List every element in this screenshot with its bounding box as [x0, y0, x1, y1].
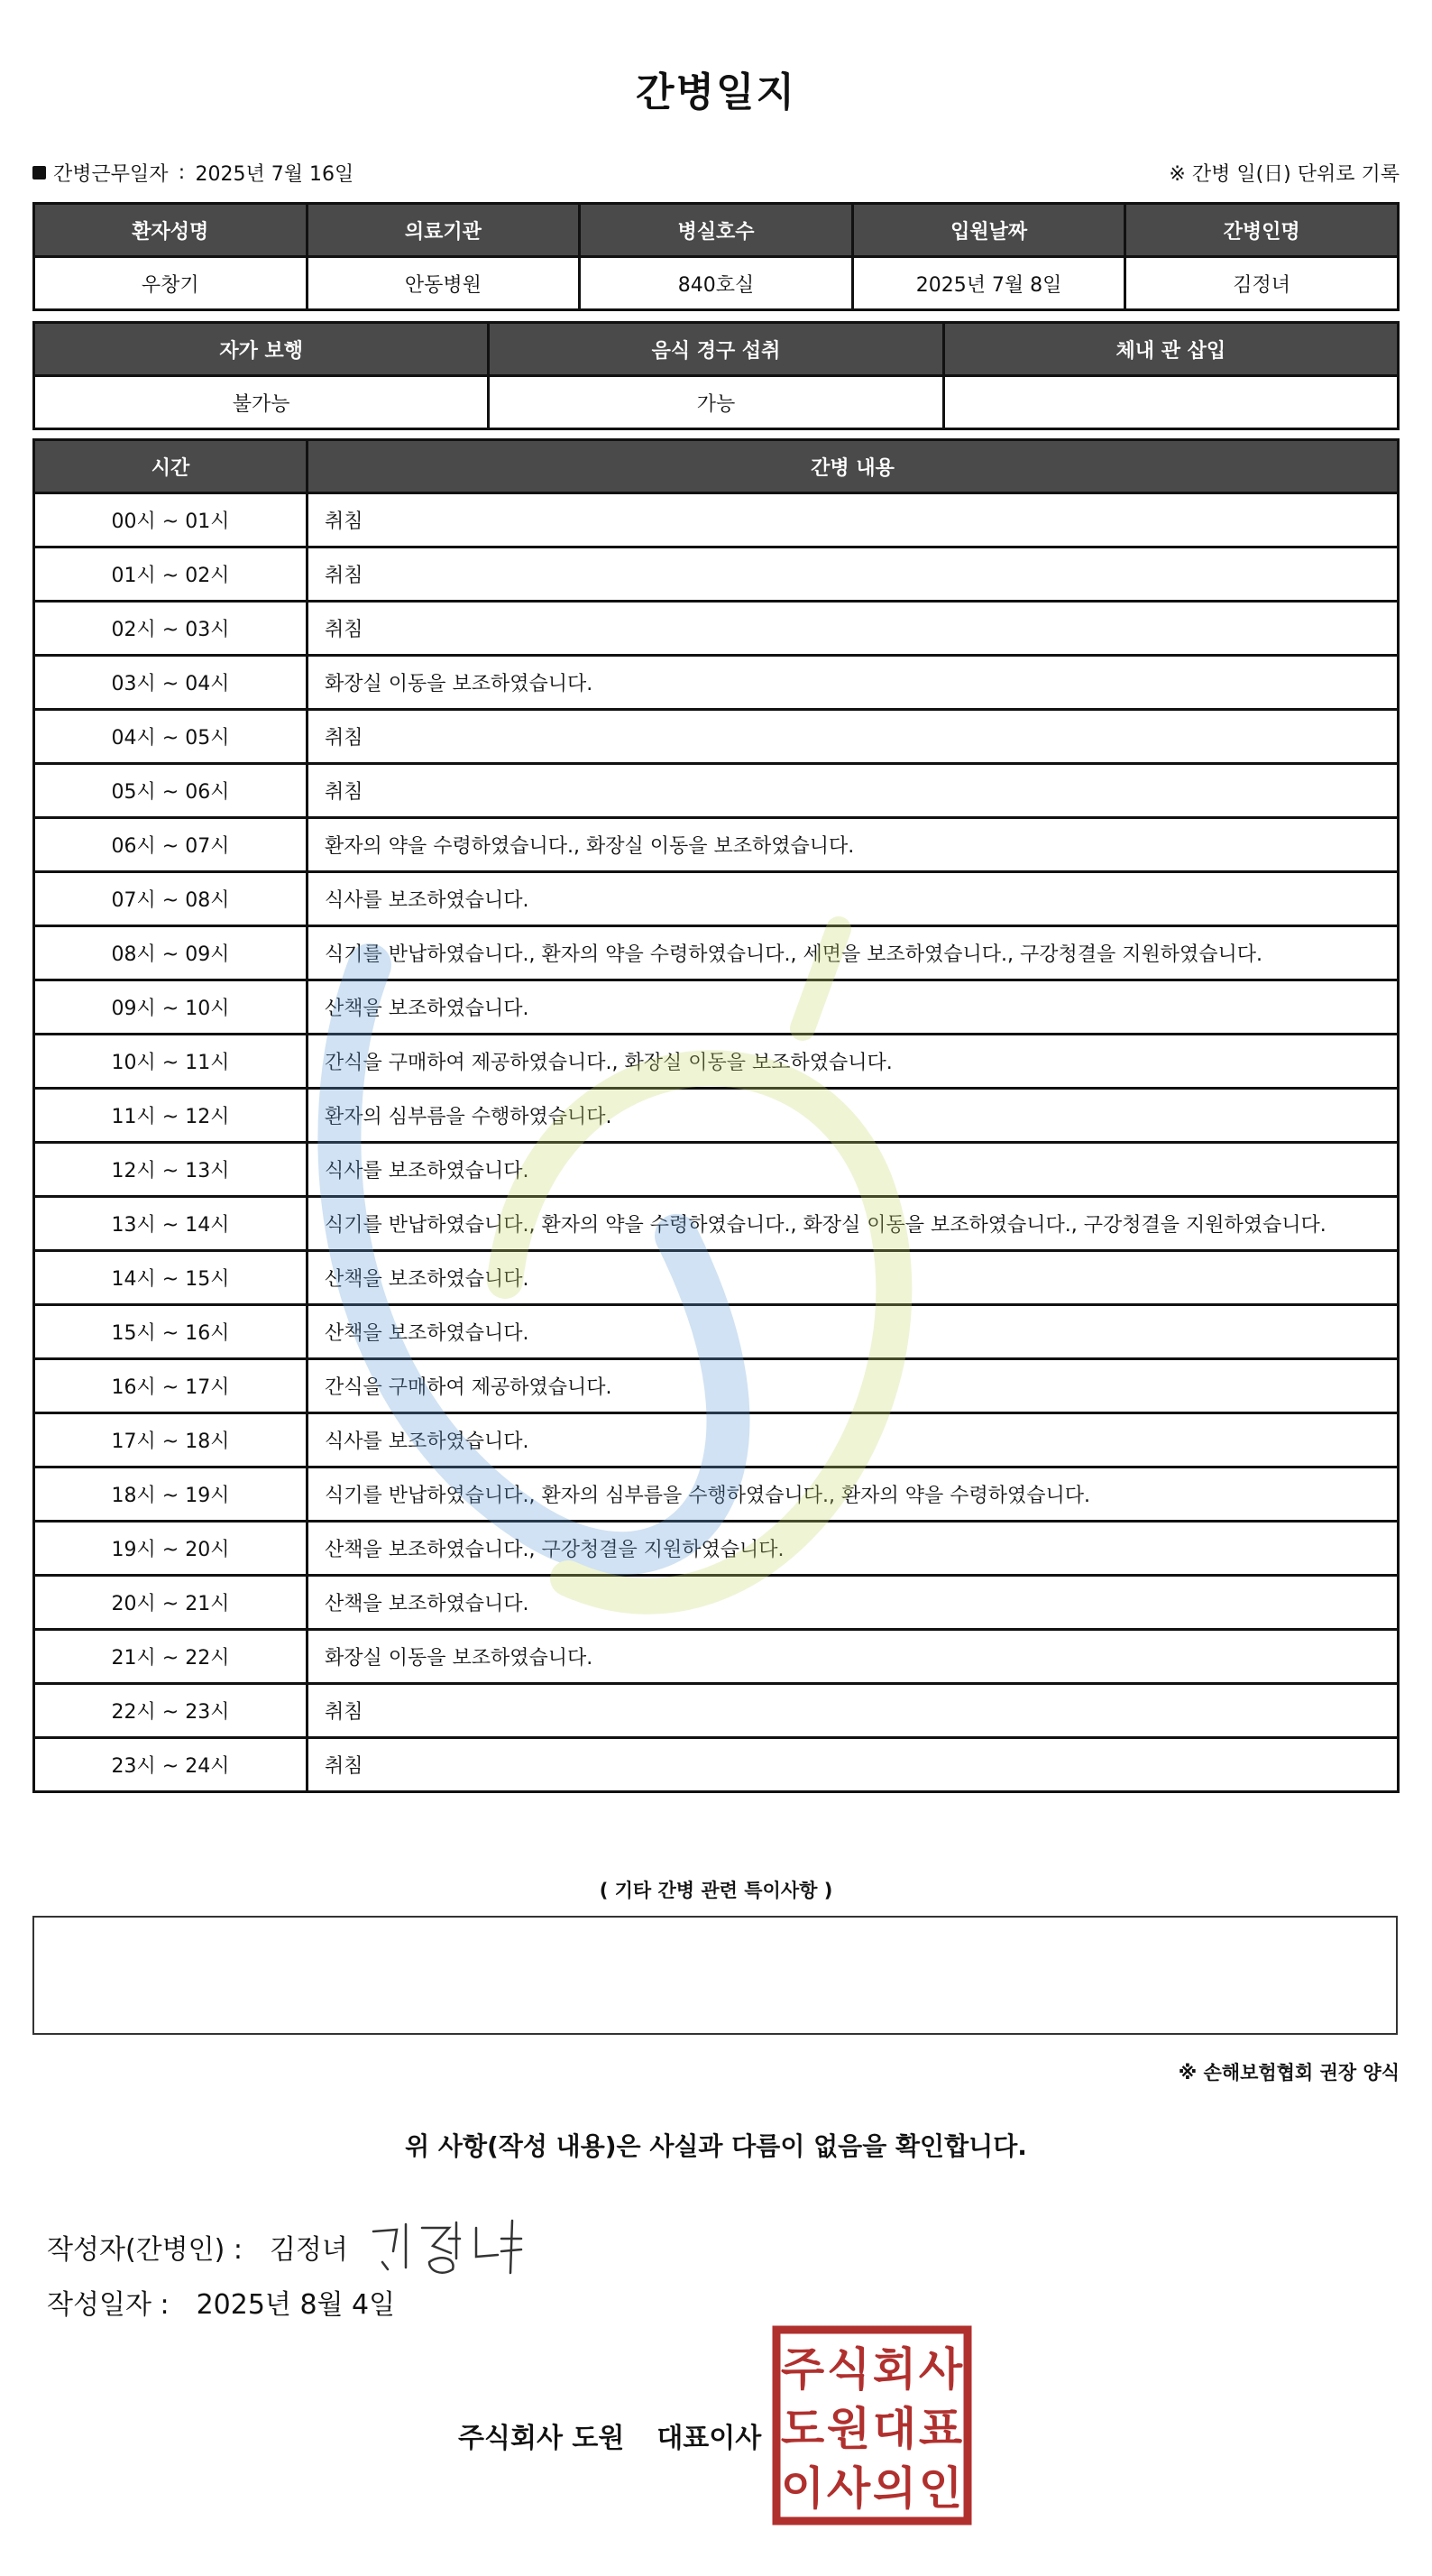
- self-walking-value: 불가능: [34, 376, 489, 429]
- table-row: [34, 1413, 1399, 1467]
- care-content: 취침: [308, 764, 1399, 818]
- time-slot: 22시 ~ 23시: [34, 1684, 308, 1738]
- header-oral-intake: 음식 경구 섭취: [489, 323, 943, 376]
- header-tube-insertion: 체내 관 삽입: [943, 323, 1398, 376]
- table-row: [34, 1576, 1399, 1630]
- care-content: 식사를 보조하였습니다.: [308, 872, 1399, 926]
- seal-character: 회: [872, 2343, 917, 2396]
- special-notes-title: ( 기타 간병 관련 특이사항 ): [599, 1880, 833, 1901]
- time-slot: 10시 ~ 11시: [34, 1035, 308, 1089]
- hospital-name: 안동병원: [307, 257, 580, 310]
- header-admission-date: 입원날짜: [852, 204, 1125, 257]
- time-slot: 00시 ~ 01시: [34, 493, 308, 547]
- care-content: 취침: [308, 602, 1399, 656]
- time-slot: 15시 ~ 16시: [34, 1305, 308, 1359]
- time-slot: 11시 ~ 12시: [34, 1089, 308, 1143]
- table-row: [34, 1630, 1399, 1684]
- care-content: 취침: [308, 1684, 1399, 1738]
- time-slot: 02시 ~ 03시: [34, 602, 308, 656]
- table-row: [34, 1359, 1399, 1413]
- care-content: 산책을 보조하였습니다., 구강청결을 지원하였습니다.: [308, 1522, 1399, 1576]
- table-row: [34, 1738, 1399, 1792]
- room-number: 840호실: [580, 257, 853, 310]
- caregiver-name: 김정녀: [1125, 257, 1399, 310]
- seal-character: 도: [780, 2403, 825, 2455]
- table-row: [34, 872, 1399, 926]
- work-date-row: [32, 159, 353, 187]
- table-row: [34, 818, 1399, 872]
- writer-label: 작성자(간병인) :: [47, 2234, 243, 2266]
- care-content: 식기를 반납하였습니다., 환자의 약을 수령하였습니다., 화장실 이동을 보조하였습니다., 구강청결을 지원하였습니다.: [308, 1197, 1399, 1251]
- seal-character: 이: [780, 2462, 825, 2515]
- seal-character: 사: [826, 2462, 871, 2515]
- care-content: 식사를 보조하였습니다.: [308, 1143, 1399, 1197]
- header-hospital: 의료기관: [307, 204, 580, 257]
- header-time: 시간: [34, 440, 308, 493]
- table-row: [34, 710, 1399, 764]
- table-row: [34, 1251, 1399, 1305]
- patient-name: 우창기: [34, 257, 308, 310]
- work-date-separator: :: [178, 161, 186, 184]
- table-row: [34, 1522, 1399, 1576]
- work-date-label: 간병근무일자: [53, 163, 169, 186]
- time-slot: 03시 ~ 04시: [34, 656, 308, 710]
- seal-character: 원: [826, 2403, 871, 2455]
- care-content: 식기를 반납하였습니다., 환자의 약을 수령하였습니다., 세면을 보조하였습니다., 구강청결을 지원하였습니다.: [308, 926, 1399, 980]
- table-row: [34, 764, 1399, 818]
- company-seal-stamp: [772, 2325, 972, 2525]
- work-date-value: 2025년 7월 16일: [195, 163, 354, 186]
- table-row: [34, 980, 1399, 1035]
- care-content: 식사를 보조하였습니다.: [308, 1413, 1399, 1467]
- time-slot: 01시 ~ 02시: [34, 547, 308, 602]
- patient-info-table: [32, 202, 1400, 311]
- time-slot: 08시 ~ 09시: [34, 926, 308, 980]
- record-unit-note: ※ 간병 일(日) 단위로 기록: [1169, 163, 1400, 186]
- table-row: [34, 547, 1399, 602]
- handwritten-signature: [366, 2215, 546, 2278]
- written-date-row: [47, 2282, 395, 2322]
- table-row: [34, 493, 1399, 547]
- header-caregiver: 간병인명: [1125, 204, 1399, 257]
- seal-character: 식: [826, 2343, 871, 2396]
- care-log-table: [32, 438, 1400, 1793]
- header-room: 병실호수: [580, 204, 853, 257]
- special-notes-box: [32, 1916, 1398, 2035]
- seal-character: 대: [872, 2403, 917, 2455]
- oral-intake-value: 가능: [489, 376, 943, 429]
- table-row: [34, 1197, 1399, 1251]
- recommended-form-note: ※ 손해보험협회 권장 양식: [1178, 2062, 1400, 2084]
- care-content: 산책을 보조하였습니다.: [308, 1251, 1399, 1305]
- header-self-walking: 자가 보행: [34, 323, 489, 376]
- table-row: [34, 1143, 1399, 1197]
- seal-character: 의: [872, 2462, 917, 2515]
- header-care-content: 간병 내용: [308, 440, 1399, 493]
- writer-row: [47, 2215, 546, 2278]
- seal-character: 사: [918, 2343, 963, 2396]
- document-title: 간병일지: [635, 69, 796, 115]
- time-slot: 06시 ~ 07시: [34, 818, 308, 872]
- time-slot: 14시 ~ 15시: [34, 1251, 308, 1305]
- care-content: 간식을 구매하여 제공하였습니다.: [308, 1359, 1399, 1413]
- time-slot: 21시 ~ 22시: [34, 1630, 308, 1684]
- time-slot: 05시 ~ 06시: [34, 764, 308, 818]
- care-content: 환자의 심부름을 수행하였습니다.: [308, 1089, 1399, 1143]
- time-slot: 18시 ~ 19시: [34, 1467, 308, 1522]
- time-slot: 23시 ~ 24시: [34, 1738, 308, 1792]
- care-content: 취침: [308, 547, 1399, 602]
- table-row: [34, 1467, 1399, 1522]
- care-content: 화장실 이동을 보조하였습니다.: [308, 1630, 1399, 1684]
- care-content: 산책을 보조하였습니다.: [308, 980, 1399, 1035]
- care-content: 취침: [308, 710, 1399, 764]
- seal-character: 주: [780, 2343, 825, 2396]
- table-row: [34, 926, 1399, 980]
- written-date-value: 2025년 8월 4일: [196, 2289, 396, 2321]
- seal-character: 표: [918, 2403, 963, 2455]
- patient-status-table: [32, 321, 1400, 430]
- time-slot: 13시 ~ 14시: [34, 1197, 308, 1251]
- time-slot: 17시 ~ 18시: [34, 1413, 308, 1467]
- care-content: 화장실 이동을 보조하였습니다.: [308, 656, 1399, 710]
- table-row: [34, 1684, 1399, 1738]
- representative-title: 대표이사: [656, 2423, 762, 2454]
- time-slot: 12시 ~ 13시: [34, 1143, 308, 1197]
- company-row: [458, 2415, 761, 2455]
- time-slot: 16시 ~ 17시: [34, 1359, 308, 1413]
- table-row: [34, 1035, 1399, 1089]
- care-content: 간식을 구매하여 제공하였습니다., 화장실 이동을 보조하였습니다.: [308, 1035, 1399, 1089]
- table-row: [34, 656, 1399, 710]
- table-row: [34, 602, 1399, 656]
- time-slot: 04시 ~ 05시: [34, 710, 308, 764]
- tube-insertion-value: [943, 376, 1398, 429]
- care-content: 취침: [308, 1738, 1399, 1792]
- care-content: 산책을 보조하였습니다.: [308, 1305, 1399, 1359]
- time-slot: 20시 ~ 21시: [34, 1576, 308, 1630]
- admission-date: 2025년 7월 8일: [852, 257, 1125, 310]
- time-slot: 07시 ~ 08시: [34, 872, 308, 926]
- time-slot: 19시 ~ 20시: [34, 1522, 308, 1576]
- care-content: 식기를 반납하였습니다., 환자의 심부름을 수행하였습니다., 환자의 약을 수령하였습니다.: [308, 1467, 1399, 1522]
- seal-character: 인: [918, 2462, 963, 2515]
- writer-name: 김정녀: [269, 2234, 348, 2266]
- company-name: 주식회사 도원: [458, 2423, 625, 2454]
- table-row: [34, 1089, 1399, 1143]
- header-patient-name: 환자성명: [34, 204, 308, 257]
- table-row: [34, 1305, 1399, 1359]
- square-bullet-icon: [32, 166, 46, 179]
- care-content: 취침: [308, 493, 1399, 547]
- care-content: 산책을 보조하였습니다.: [308, 1576, 1399, 1630]
- time-slot: 09시 ~ 10시: [34, 980, 308, 1035]
- written-date-label: 작성일자 :: [47, 2289, 170, 2321]
- care-content: 환자의 약을 수령하였습니다., 화장실 이동을 보조하였습니다.: [308, 818, 1399, 872]
- confirmation-statement: 위 사항(작성 내용)은 사실과 다름이 없음을 확인합니다.: [405, 2131, 1027, 2161]
